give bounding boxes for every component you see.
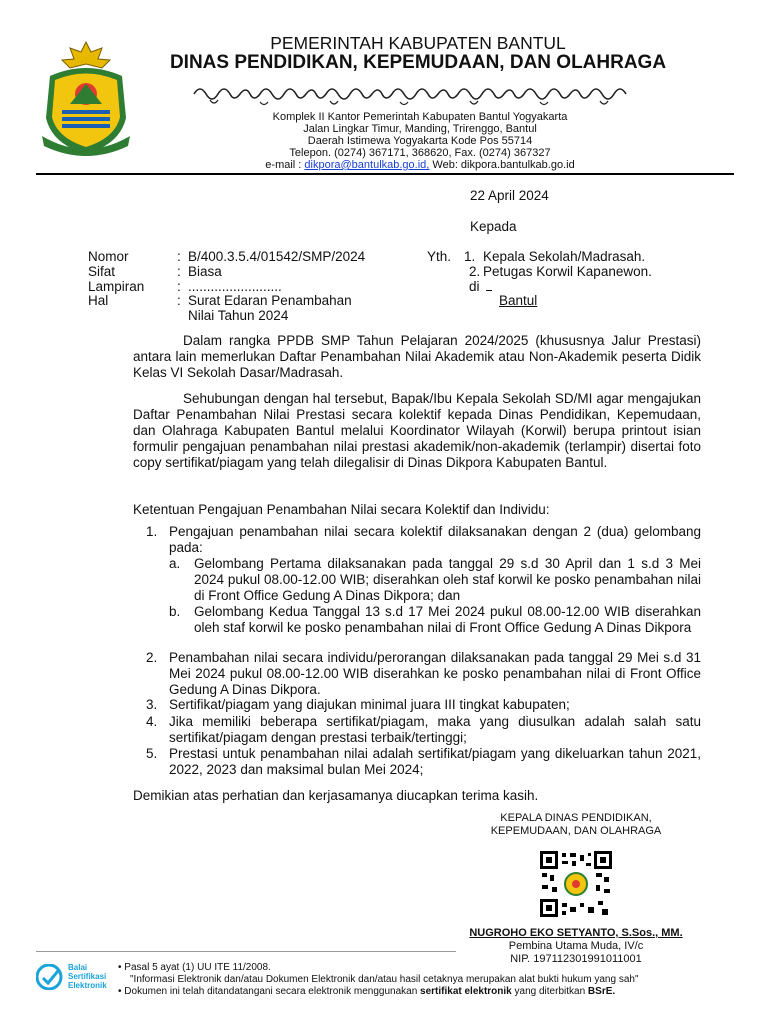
list-item: Penambahan nilai secara individu/perorangan dilaksanakan pada tanggal 29 Mei s.d 31 Mei 2024 pukul 08.00-12.00 WIB diserahkan ke posko penambahan nilai di Front Office Gedung A Dinas Dikpora.: [169, 650, 701, 697]
list-item: Sertifikat/piagam yang diajukan minimal juara III tingkat kabupaten;: [169, 697, 570, 712]
footer-divider: [36, 951, 456, 952]
list-item-number: 2.: [146, 650, 158, 665]
list-subitem: Gelombang Pertama dilaksanakan pada tanggal 29 s.d 30 April dan 1 s.d 3 Mei 2024 pukul 08.00-12.00 WIB; diserahkan oleh staf korwil ke posko penambahan nilai di Front Office Gedung A Dinas Dikpora; dan: [194, 556, 701, 603]
recipient-place: Bantul: [499, 293, 538, 308]
letterhead-line1: PEMERINTAH KABUPATEN BANTUL: [270, 33, 566, 53]
di-underscore: [486, 290, 492, 291]
lampiran-label: Lampiran: [88, 279, 145, 294]
footer-note-2-c: yang diterbitkan: [511, 986, 588, 997]
closing-sentence: Demikian atas perhatian dan kerjasamanya diucapkan terima kasih.: [133, 788, 539, 803]
address-phone: Telepon. (0274) 367171, 368620, Fax. (0274) 367327: [289, 147, 551, 159]
javanese-script-line: [190, 80, 630, 108]
footer-note-1: • Pasal 5 ayat (1) UU ITE 11/2008.: [118, 962, 271, 973]
list-item: Pengajuan penambahan nilai secara kolektif dilaksanakan dengan 2 (dua) gelombang pada:: [169, 524, 701, 555]
kepada-label: Kepada: [470, 219, 517, 234]
kabupaten-bantul-logo: [40, 38, 132, 160]
recipient-2: Petugas Korwil Kapanewon.: [483, 264, 652, 279]
footer-note-2-b: sertifikat elektronik: [420, 986, 512, 997]
paragraph-1: Dalam rangka PPDB SMP Tahun Pelajaran 2024/2025 (khususnya Jalur Prestasi) antara lain memerlukan Daftar Penambahan Nilai Akademik atau Non-Akademik peserta Didik Kelas VI Sekolah Dasar/Madrasah.: [133, 333, 701, 380]
recipient-1: Kepala Sekolah/Madrasah.: [483, 249, 646, 264]
di-label: di: [469, 279, 480, 294]
signatory-rank: Pembina Utama Muda, IV/c: [508, 940, 644, 952]
list-item-number: 4.: [146, 714, 158, 729]
hal-colon: :: [177, 293, 181, 308]
footer-note-1-quote: "Informasi Elektronik dan/atau Dokumen Elektronik dan/atau hasil cetaknya merupakan alat bukti hukum yang sah": [130, 974, 639, 985]
sifat-colon: :: [177, 264, 181, 279]
footer-note-1-text: Pasal 5 ayat (1) UU ITE 11/2008.: [124, 962, 271, 973]
bsre-logo-line3: Elektronik: [68, 981, 107, 990]
bsre-emblem-icon: [36, 964, 66, 990]
paragraph-2: Sehubungan dengan hal tersebut, Bapak/Ibu Kepala Sekolah SD/MI agar mengajukan Daftar Penambahan Nilai Prestasi secara kolektif kepada Dinas Pendidikan, Kepemudaan, dan Olahraga Kabupaten Bantul melalui Koordinator Wilayah (Korwil) berupa printout isian formulir pengajuan penambahan nilai prestasi akademik/non-akademik (terlampir) disertai foto copy sertifikat/piagam yang telah dilegalisir di Dinas Dikpora Kabupaten Bantul.: [133, 391, 701, 470]
ketentuan-heading: Ketentuan Pengajuan Penambahan Nilai secara Kolektif dan Individu:: [133, 502, 550, 517]
letter-date: 22 April 2024: [470, 188, 549, 203]
footer-note-2-a: Dokumen ini telah ditandatangani secara elektronik menggunakan: [124, 986, 421, 997]
email-link[interactable]: dikpora@bantulkab.go.id,: [304, 159, 430, 171]
bsre-logo-line2: Sertifikasi: [68, 972, 107, 981]
list-subitem: Gelombang Kedua Tanggal 13 s.d 17 Mei 2024 pukul 08.00-12.00 WIB diserahkan oleh staf korwil ke posko penambahan nilai di Front Office Gedung A Dinas Dikpora: [194, 604, 701, 635]
yth-label: Yth.: [427, 249, 452, 264]
footer-notes: [118, 962, 718, 998]
hal-value-line1: Surat Edaran Penambahan: [188, 293, 352, 308]
address-line2: Jalan Lingkar Timur, Manding, Trirenggo, Bantul: [303, 123, 537, 135]
recipient-1-number: 1.: [464, 249, 476, 264]
nomor-label: Nomor: [88, 249, 129, 264]
list-item-number: 3.: [146, 697, 158, 712]
address-contact: [220, 159, 620, 173]
letterhead-line2: DINAS PENDIDIKAN, KEPEMUDAAN, DAN OLAHRAGA: [169, 52, 667, 73]
lampiran-colon: :: [177, 279, 181, 294]
web-text: Web: dikpora.bantulkab.go.id: [429, 159, 575, 171]
signatory-title-line2: KEPEMUDAAN, DAN OLAHRAGA: [490, 825, 662, 837]
letterhead-rule: [36, 173, 734, 175]
list-item: Jika memiliki beberapa sertifikat/piagam, maka yang diusulkan adalah salah satu sertifikat/piagam dengan prestasi terbaik/tertinggi;: [169, 714, 701, 745]
sifat-label: Sifat: [88, 264, 116, 279]
address-line3: Daerah Istimewa Yogyakarta Kode Pos 55714: [307, 135, 533, 147]
address-line1: Komplek II Kantor Pemerintah Kabupaten Bantul Yogyakarta: [272, 111, 568, 123]
bsre-logo-line1: Balai: [68, 963, 88, 972]
nomor-value: B/400.3.5.4/01542/SMP/2024: [188, 249, 366, 264]
signatory-title-line1: KEPALA DINAS PENDIDIKAN,: [500, 812, 652, 824]
signatory-nip: NIP. 197112301991011001: [510, 953, 642, 965]
list-subitem-letter: b.: [169, 604, 181, 619]
hal-value-line2: Nilai Tahun 2024: [188, 308, 289, 323]
recipient-2-number: 2.: [469, 264, 481, 279]
signatory-name: NUGROHO EKO SETYANTO, S.Sos., MM.: [469, 927, 683, 939]
footer-note-2: • Dokumen ini telah ditandatangani secara elektronik menggunakan sertifikat elektronik yang diterbitkan BSrE.: [118, 986, 616, 997]
list-item: Prestasi untuk penambahan nilai adalah sertifikat/piagam yang dikeluarkan tahun 2021, 2022, 2023 dan maksimal bulan Mei 2024;: [169, 746, 701, 777]
list-item-number: 1.: [146, 524, 158, 539]
list-subitem-letter: a.: [169, 556, 181, 571]
hal-label: Hal: [88, 293, 109, 308]
list-item-number: 5.: [146, 746, 158, 761]
email-label: e-mail :: [265, 159, 305, 171]
sifat-value: Biasa: [188, 264, 222, 279]
footer-note-2-d: BSrE.: [587, 986, 616, 997]
lampiran-value: .........................: [188, 279, 282, 294]
qr-code-icon: [540, 851, 612, 917]
nomor-colon: :: [177, 249, 181, 264]
